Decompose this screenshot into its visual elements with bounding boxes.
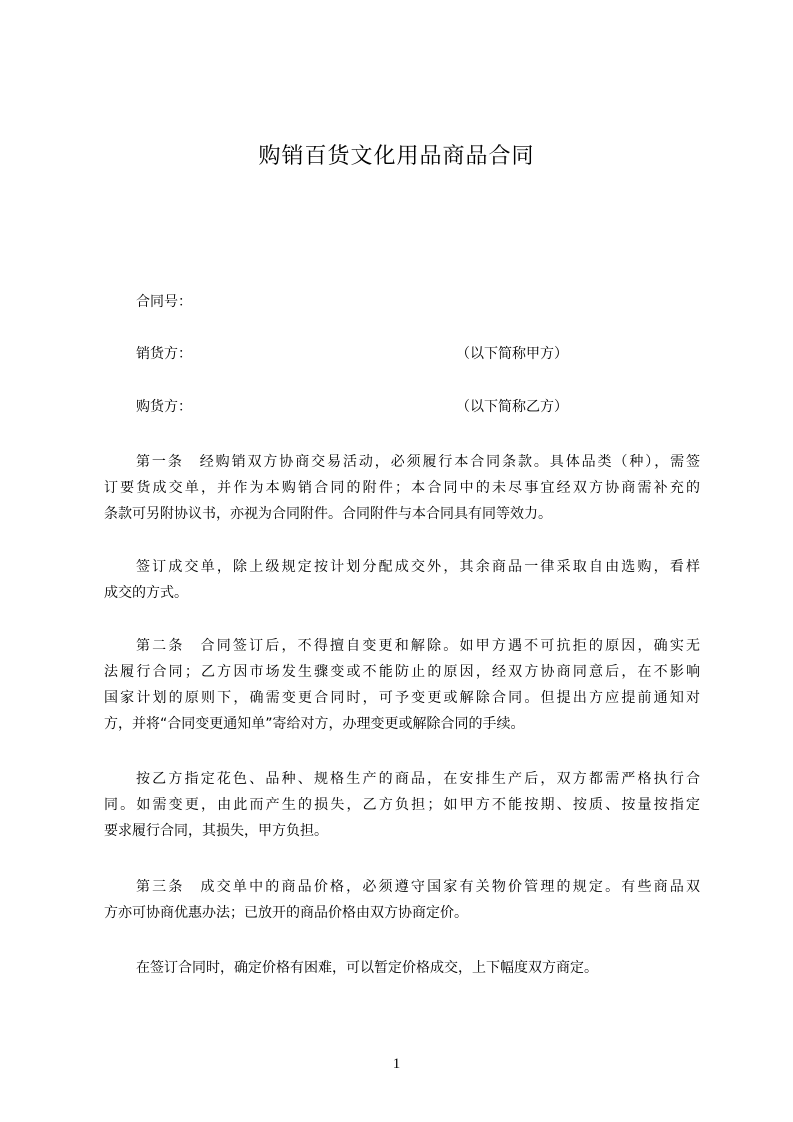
paragraph-line: 成交的方式。 — [104, 585, 188, 601]
paragraph-line: 在签订合同时，确定价格有困难，可以暂定价格成交，上下幅度双方商定。 — [136, 960, 598, 976]
clause-3-paragraph — [104, 874, 700, 926]
seller-label: 销货方： — [136, 346, 192, 362]
clause-1-paragraph — [104, 449, 700, 527]
seller-note: （以下简称甲方） — [456, 346, 568, 362]
contract-number-label: 合同号： — [136, 294, 192, 310]
clause-number: 第二条 — [136, 638, 185, 654]
clause-2-paragraph — [104, 633, 700, 737]
paragraph-line: 按乙方指定花色、品种、规格生产的商品，在安排生产后，双方都需严格执行合 — [136, 771, 700, 787]
document-title: 购销百货文化用品商品合同 — [258, 144, 535, 169]
paragraph-line: 同。如需变更，由此而产生的损失，乙方负担；如甲方不能按期、按质、按量按指定 — [104, 797, 700, 813]
paragraph-line: 方，并将“合同变更通知单”寄给对方，办理变更或解除合同的手续。 — [104, 716, 525, 732]
paragraph-4 — [104, 766, 700, 844]
paragraph-line: 国家计划的原则下，确需变更合同时，可予变更或解除合同。但提出方应提前通知对 — [104, 690, 700, 706]
buyer-label: 购货方： — [136, 399, 192, 415]
paragraph-line: 条款可另附协议书，亦视为合同附件。合同附件与本合同具有同等效力。 — [104, 506, 552, 522]
paragraph-line: 订要货成交单，并作为本购销合同的附件；本合同中的未尽事宜经双方协商需补充的 — [104, 480, 700, 496]
paragraph-line: 第二条 合同签订后，不得擅自变更和解除。如甲方遇不可抗拒的原因，确实无 — [136, 638, 700, 654]
clause-number: 第三条 — [136, 879, 185, 895]
clause-number: 第一条 — [136, 454, 184, 470]
buyer-note: （以下简称乙方） — [456, 399, 568, 415]
paragraph-line: 签订成交单，除上级规定按计划分配成交外，其余商品一律采取自由选购，看样 — [136, 559, 700, 575]
paragraph-line: 法履行合同；乙方因市场发生骤变或不能防止的原因，经双方协商同意后，在不影响 — [104, 664, 700, 680]
page-number: 1 — [392, 1056, 401, 1072]
paragraph-6 — [104, 955, 700, 981]
paragraph-line: 第三条 成交单中的商品价格，必须遵守国家有关物价管理的规定。有些商品双 — [136, 879, 700, 895]
paragraph-line: 第一条 经购销双方协商交易活动，必须履行本合同条款。具体品类（种），需签 — [136, 454, 701, 470]
paragraph-2 — [104, 554, 700, 606]
paragraph-line: 方亦可协商优惠办法；已放开的商品价格由双方协商定价。 — [104, 905, 468, 921]
paragraph-line: 要求履行合同，其损失，甲方负担。 — [104, 823, 328, 839]
